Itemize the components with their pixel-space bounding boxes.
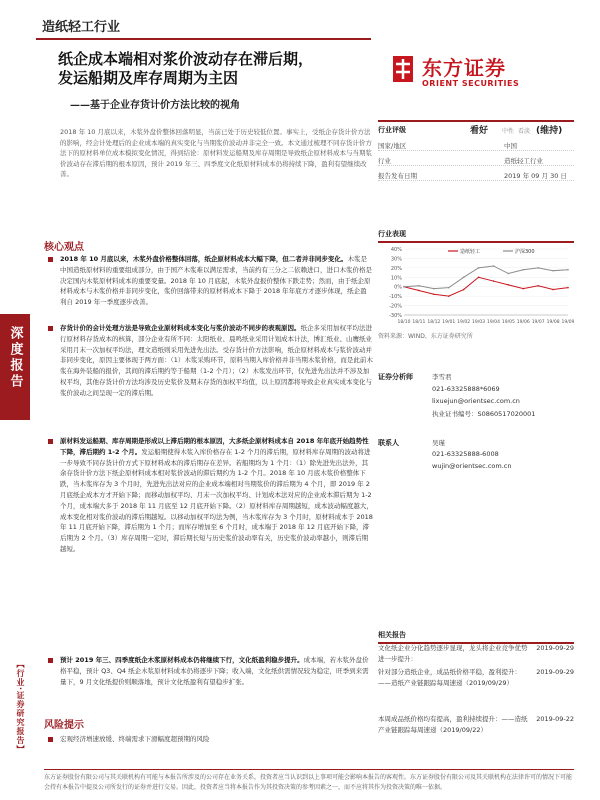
- info-row-date: [378, 169, 574, 181]
- bullet-icon: [48, 439, 53, 444]
- rating-value: 看好: [470, 126, 489, 136]
- info-key: 国家/地区: [378, 142, 407, 150]
- info-value: 中国: [504, 142, 517, 150]
- chart-data-point: [493, 265, 495, 267]
- key-point-2-text: 纸企多采用加权平均法进行原材料存货成本的核算，部分企业有所不同：太阳纸业、晨鸣纸业采用计划成本计法，博汇纸业、山鹰纸业采用月末一次加权平均法，理文造纸则采用先进先出法。受存货计价方法影响，纸企原材料成本与浆价波动并非同步变化，原因主要体现于两方面：（1）木浆采购环节，原料当期入库价格并非当期木浆价格，而是此前木浆在海外装船的报价，其间的滞后期约等于船期（1-2 个月）；（2）木浆发出环节，仅先进先出法并不涉及加权平均，其他存货计价方法均涉及历史浆价及期末存货的加权平均值，以上原因都将导致企业真实成本变化与浆价波动之间呈现一定的滞后期。: [60, 324, 373, 397]
- chart-data-point: [508, 284, 510, 286]
- chart-y-tick-label: -30%: [389, 313, 402, 319]
- rating-row: [378, 120, 574, 134]
- bullet-icon: [48, 737, 53, 742]
- chart-data-point: [567, 269, 569, 271]
- chart-x-tick-label: 18/10: [397, 320, 411, 325]
- chart-y-tick-label: -10%: [389, 294, 402, 301]
- key-point-4-bold: 预计 2019 年三、四季度纸企木浆原材料成本仍将继续下行，文化纸盈利稳步提升。: [60, 656, 304, 664]
- chart-data-point: [552, 289, 554, 291]
- side-bottom-label: 【行业·证券研究报告】: [16, 660, 25, 755]
- rating-label: 行业评级: [378, 126, 406, 134]
- chart-y-tick-label: -20%: [389, 303, 402, 310]
- chart-source: 资料来源：WIND、东方证券研究所: [378, 333, 473, 340]
- bullet-icon: [48, 257, 53, 262]
- chart-data-point: [522, 288, 524, 290]
- chart-x-tick-label: 19/04: [486, 320, 500, 325]
- chart-data-point: [508, 273, 510, 275]
- contact-heading: 联系人: [378, 439, 399, 447]
- related-report-date: 2019-09-29: [536, 644, 574, 652]
- chart-data-point: [478, 276, 480, 278]
- key-point-1: [48, 254, 373, 308]
- related-report-3[interactable]: [378, 714, 574, 736]
- logo-text-cn: 东方证券: [422, 56, 506, 80]
- chart-data-point: [463, 289, 465, 291]
- report-title: [58, 50, 358, 88]
- related-report-title[interactable]: 本周成品纸价格均有提高，盈利持续提升：——造纸产业链跟踪每周速递（2019/09/22）: [378, 715, 528, 734]
- chart-x-tick-label: 19/08: [546, 320, 560, 325]
- chart-x-tick-label: 19/01: [442, 320, 456, 325]
- related-reports-heading: 相关报告: [378, 630, 574, 644]
- chart-data-point: [478, 267, 480, 269]
- chart-x-tick-label: 18/12: [427, 320, 441, 325]
- key-point-1-text: 木浆是中国造纸原材料的重要组成部分，由于国产木浆难以满足需求，当前约有三分之二依赖进口，进口木浆价格是决定国内木浆原材料成本的重要变量。2018 年 10 月底起，木浆外盘报价整体下跌走势；然而，由于纸企原材料成本与木浆价格并非同步变化，浆价回落带来的原材料成本下降于 2018 年年底方才逐步体现，纸企盈利自 2019 年一季度逐步改善。: [60, 255, 372, 307]
- logo-mark-icon: [390, 54, 416, 84]
- chart-x-tick-label: 19/02: [457, 320, 471, 325]
- analyst-name: 李雪君: [432, 373, 452, 381]
- chart-y-tick-label: 0%: [394, 284, 402, 291]
- chart-data-point: [463, 276, 465, 278]
- chart-data-point: [537, 267, 539, 269]
- info-value: 2019 年 09 月 30 日: [504, 172, 567, 180]
- chart-y-tick-label: 40%: [390, 247, 402, 253]
- chart-x-tick-label: 19/07: [531, 320, 545, 325]
- rating-sell: 看淡: [518, 128, 531, 135]
- side-tab-label: 深度报告: [7, 326, 23, 390]
- related-report-1[interactable]: [378, 643, 574, 665]
- chart-x-tick-label: 19/09: [561, 320, 574, 325]
- chart-y-tick-label: 10%: [390, 275, 402, 282]
- info-row-industry: [378, 154, 574, 166]
- performance-heading: 行业表现: [378, 229, 574, 243]
- key-point-3-text: 发运船期使得木浆入库价格存在 1-2 个月的滞后期，原材料库存周期的波动将进一步导致不同存货计价方式下原材料成本的滞后期存在差异。若船期均为 1 个月：（1）除先进先出法外，其余存货计价方法下纸企原材料成本相对浆价波动的滞后期约为 1-2 个月。2018 年 10 月底木浆价格整体下跌，当木浆库存为 3 个月时，先进先出法对应的企业成本端相对当期浆价的滞后期为 4 个月，即 2019 年 2 月底纸企成本方才开始下降；而移动加权平均、月末一次加权平均、计划成本法对应的企业成本滞后期为 1-2 个月，成本端大多于 2018 年 11 月底至 12 月底开始下降。（2）原材料库存周期越短，成本波动幅度越大，成本变化相对浆价波动的滞后期越短。以移动加权平均法为例，当木浆库存为 3 个月时，原材料成本于 2018 年 11 月底开始下降，滞后期为 1 个月；而库存增加至 6 个月时，成本端于 2018 年 12 月底开始下降，滞后期为 2 个月。（3）库存周期一定时，滞后期长短与历史浆价波动率有关，历史浆价波动率越小，则滞后期越短。: [60, 447, 373, 553]
- info-row-country: [378, 139, 574, 151]
- chart-legend-label: 造纸轻工: [460, 249, 481, 255]
- chart-data-point: [448, 287, 450, 289]
- chart-data-point: [418, 285, 420, 287]
- abstract: 2018 年 10 月底以来，木浆外盘价整体回落明显，当前已处于历史较低位置。事实上，受纸企存货计价方法的影响，经会计处理后的企业成本端的真实变化与当期浆价波动并非完全一致。本文通过梳理不同存货计价方法下的原材料单位成本模拟变化情况，得到结论：原材料发运船期及库存周期是导致纸企原材料成本与当期浆价波动存在滞后期的根本原因，预计 2019 年三、四季度文化纸原材料成本仍将持续下降，盈利有望继续改善。: [60, 128, 372, 178]
- industry-label: 造纸轻工行业: [42, 20, 121, 35]
- risk-text: 宏观经济增速放缓、终端需求下滑幅度超预期的风险: [60, 735, 210, 743]
- analyst-cert: 执业证书编号：S0860517020001: [432, 410, 536, 418]
- chart-x-tick-label: 19/03: [472, 320, 486, 325]
- contact-email[interactable]: wujin@orientsec.com.cn: [432, 462, 512, 470]
- related-report-title[interactable]: 针对部分造纸企业，成品纸价格平稳，盈利提升：——造纸产业链跟踪每周速递（2019/09/29）: [378, 668, 521, 687]
- logo-text-en: ORIENT SECURITIES: [422, 79, 520, 88]
- related-report-title[interactable]: 文化纸企业分化趋势逐步显现，龙头将企业竞争优势进一步提升：: [378, 644, 528, 663]
- related-report-date: 2019-09-29: [536, 668, 574, 676]
- key-point-4-text: 成本端，若木浆外盘价格平稳，预计 Q3、Q4 纸企木浆原材料成本仍将逐步下降；收入端，文化纸供需情况较为稳定，旺季到来需量下，9 月文化纸提价则顺落地，预计文化纸盈利有望稳步扩张。: [60, 656, 369, 686]
- chart-data-point: [537, 285, 539, 287]
- info-key: 报告发布日期: [378, 172, 417, 180]
- chart-data-point: [418, 290, 420, 292]
- chart-data-point: [552, 270, 554, 272]
- chart-data-point: [448, 295, 450, 297]
- rating-hold: (维持): [536, 126, 563, 136]
- title-line-2: 发运船期及库存周期为主因: [58, 69, 239, 87]
- footer-disclaimer: 东方证券股份有限公司与其关联机构有可能与本报告所涉及的公司存在业务关系，投资者应当认识到以上事项可能会影响本报告的客观性。东方证券股份有限公司及其关联机构在法律许可的情况下可能会持有本报告中提及公司所发行的证券并进行交易。因此，投资者应当将本报告作为其投资决策的参考因素之一，而不应将其作为投资决策的唯一依据。: [44, 769, 574, 792]
- chart-data-point: [433, 293, 435, 295]
- chart-data-point: [567, 287, 569, 289]
- bullet-icon: [48, 326, 53, 331]
- risk-heading: 风险提示: [44, 720, 84, 731]
- chart-data-point: [403, 286, 405, 288]
- chart-x-tick-label: 18/11: [412, 320, 426, 325]
- chart-data-point: [522, 269, 524, 271]
- analyst-phone: 021-63325888*6069: [432, 385, 500, 393]
- key-point-3: [48, 436, 373, 555]
- key-point-2: [48, 323, 373, 399]
- related-report-date: 2019-09-22: [536, 715, 574, 723]
- title-line-1: 纸企成本端相对浆价波动存在滞后期，: [58, 50, 314, 68]
- chart-legend-label: 沪深300: [515, 249, 535, 255]
- related-report-2[interactable]: [378, 667, 574, 689]
- analyst-heading: 证券分析师: [378, 373, 413, 381]
- info-key: 行业: [378, 157, 391, 165]
- chart-data-point: [433, 288, 435, 290]
- key-point-4: [48, 655, 373, 687]
- chart-x-tick-label: 19/05: [501, 320, 515, 325]
- chart-data-point: [493, 280, 495, 282]
- chart-x-tick-label: 19/06: [516, 320, 530, 325]
- chart-y-tick-label: 30%: [390, 256, 402, 263]
- header-divider: [36, 38, 371, 40]
- performance-chart-svg: [378, 245, 574, 327]
- key-point-2-bold: 存货计价的会计处理方法是导致企业原材料成本变化与浆价波动不同步的表观原因。: [60, 324, 301, 332]
- info-value: 造纸轻工行业: [504, 157, 543, 165]
- risk-item: [48, 734, 373, 745]
- performance-chart: [378, 245, 574, 327]
- key-point-3-bold: 原材料发运船期、库存周期是形成以上滞后期的根本原因，大多纸企原材料成本自 2018 年年底开始趋势性下降，滞后期约 1-2 个月。: [60, 437, 369, 456]
- bullet-icon: [48, 658, 53, 663]
- contact-name: 吴瑾: [432, 439, 445, 447]
- chart-y-tick-label: 20%: [390, 265, 402, 272]
- analyst-email[interactable]: lixuejun@orientsec.com.cn: [432, 397, 520, 405]
- company-logo: [390, 52, 570, 96]
- key-points-heading: 核心观点: [44, 242, 84, 253]
- side-tab: [0, 314, 30, 420]
- rating-neutral: 中性: [502, 128, 515, 135]
- key-point-1-bold: 2018 年 10 月底以来，木浆外盘价格整体回落，纸企原材料成本大幅下降，但二者并非同步变化。: [60, 255, 348, 263]
- contact-phone: 021-63325888-6008: [432, 450, 499, 458]
- report-subtitle: ——基于企业存货计价方法比较的视角: [70, 100, 240, 111]
